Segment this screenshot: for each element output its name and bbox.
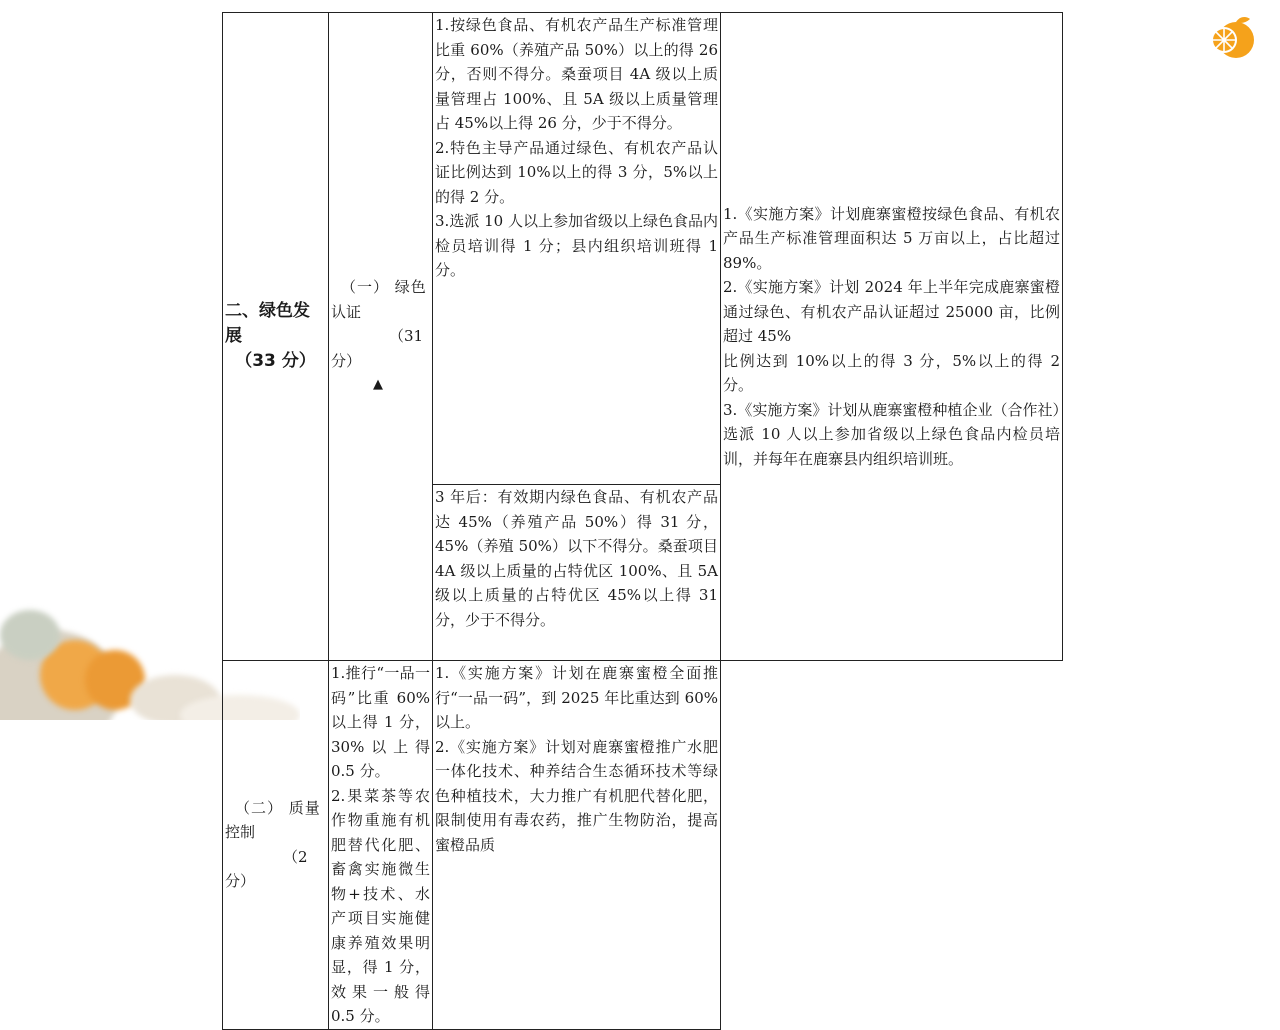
key-indicator-mark: ▲	[373, 377, 383, 393]
category-name: 二、绿色发展	[225, 301, 310, 346]
plan-item: 3.《实施方案》计划从鹿寨蜜橙种植企业（合作社）选派 10 人以上参加省级以上绿色食品内检员培训，并每年在鹿寨县内组织培训班。	[723, 400, 1060, 468]
plan-cell	[433, 661, 721, 1030]
criteria-item: 2.果菜茶等农作物重施有机肥替代化肥、畜禽实施微生物+技术、水产项目实施健康养殖效果明显，得 1 分，效果一般得 0.5 分。	[331, 786, 430, 1025]
category-score: （33 分）	[235, 351, 316, 371]
evaluation-table	[222, 12, 1063, 1030]
plan-item: 1.《实施方案》计划鹿寨蜜橙按绿色食品、有机农产品生产标准管理面积达 5 万亩以上，占比超过 89%。	[723, 204, 1060, 272]
plan-item: 比例达到 10%以上的得 3 分，5%以上的得 2 分。	[723, 351, 1060, 395]
criteria-item: 1.推行“一品一码”比重 60%以上得 1 分，30%以上得 0.5 分。	[331, 664, 430, 780]
criteria-cell	[329, 661, 433, 1030]
plan-item: 1.《实施方案》计划在鹿寨蜜橙全面推行“一品一码”，到 2025 年比重达到 60%以上。	[435, 664, 718, 731]
criteria-cell	[433, 13, 721, 485]
subcategory-cell	[223, 661, 329, 1030]
criteria-item: 2.特色主导产品通过绿色、有机农产品认证比例达到 10%以上的得 3 分，5%以上的得 2 分。	[435, 138, 718, 206]
subcategory-title-cont: 控制	[225, 823, 256, 842]
subcategory-cell	[329, 13, 433, 661]
subcategory-title: （二） 质量	[235, 798, 321, 817]
table-row	[223, 13, 1063, 485]
plan-cell	[721, 13, 1063, 661]
plan-item: 2.《实施方案》计划 2024 年上半年完成鹿寨蜜橙通过绿色、有机农产品认证超过 25000 亩，比例超过 45%	[723, 278, 1060, 346]
subcategory-title: （一） 绿色	[341, 278, 427, 297]
orange-slice-logo-icon	[1206, 14, 1260, 60]
subcategory-score-unit: 分）	[331, 351, 362, 370]
criteria-item: 3.选派 10 人以上参加省级以上绿色食品内检员培训得 1 分；县内组织培训班得 1 分。	[435, 212, 718, 279]
criteria-cell-three-year	[433, 485, 721, 661]
subcategory-score-unit: 分）	[225, 872, 256, 891]
plan-item: 2.《实施方案》计划对鹿寨蜜橙推广水肥一体化技术、种养结合生态循环技术等绿色种植技术，大力推广有机肥代替化肥，限制使用有毒农药，推广生物防治，提高蜜橙品质	[435, 737, 718, 854]
subcategory-title-cont: 认证	[331, 302, 362, 321]
table-row	[223, 661, 1063, 1030]
subcategory-score: （31	[389, 327, 424, 346]
subcategory-score: （2	[283, 847, 308, 866]
criteria-item: 1.按绿色食品、有机农产品生产标准管理比重 60%（养殖产品 50%）以上的得 26 分，否则不得分。桑蚕项目 4A 级以上质量管理占 100%、且 5A 级以上质量管理占 45%以上得 26 分，少于不得分。	[435, 16, 718, 132]
criteria-item: 3 年后：有效期内绿色食品、有机农产品达 45%（养殖产品 50%）得 31 分，45%（养殖 50%）以下不得分。桑蚕项目 4A 级以上质量的占特优区 100%、且 5A 级以上质量的占特优区 45%以上得 31 分，少于不得分。	[435, 488, 718, 629]
category-cell	[223, 13, 329, 661]
